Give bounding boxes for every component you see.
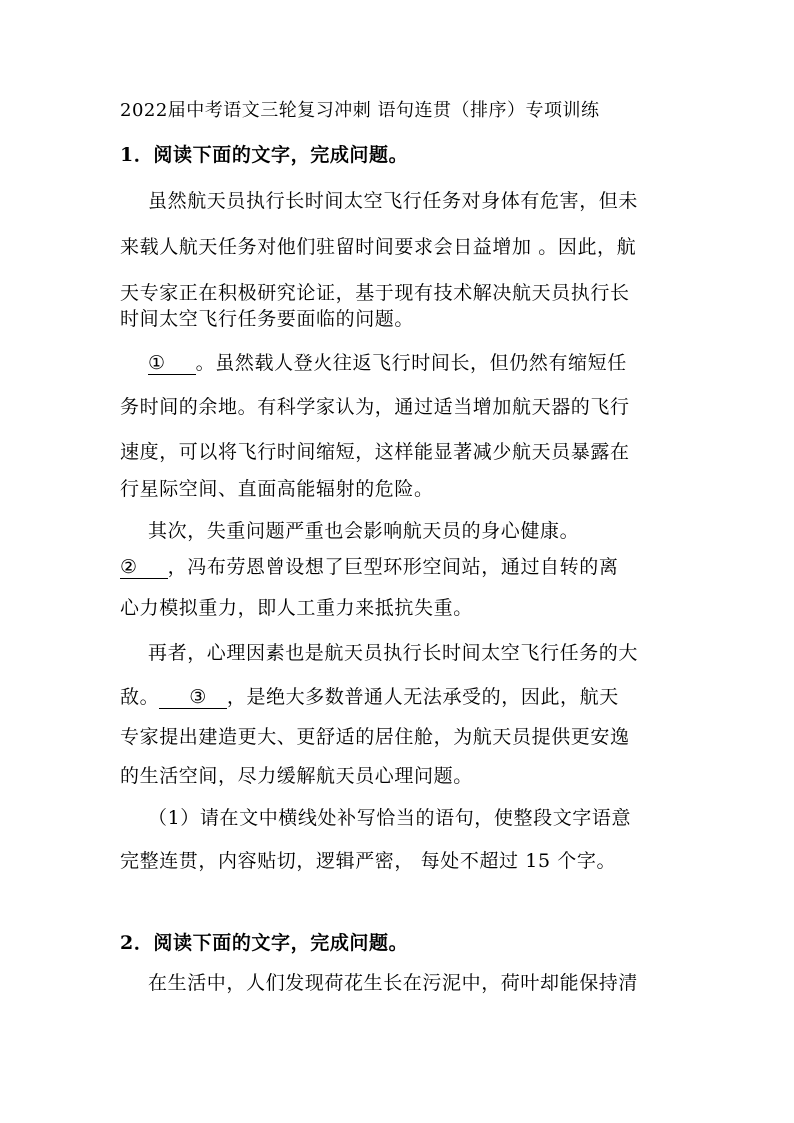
q1-paragraph-2-line-2: 务时间的余地。有科学家认为，通过适当增加航天器的飞行: [120, 396, 630, 418]
question-2-heading: 2．阅读下面的文字，完成问题。: [120, 932, 409, 954]
q1-paragraph-2-line-1-text: 。虽然载人登火往返飞行时间长，但仍然有缩短任: [195, 352, 627, 374]
blank-3[interactable]: ③: [159, 686, 227, 709]
document-title: 2022届中考语文三轮复习冲刺 语句连贯（排序）专项训练: [120, 100, 600, 121]
q1-subquestion-1-line-1: （1）请在文中横线处补写恰当的语句，使整段文字语意: [148, 807, 632, 829]
q1-subquestion-1-line-2: 完整连贯，内容贴切，逻辑严密， 每处不超过 15 个字。: [120, 850, 617, 872]
q1-paragraph-1-line-3: 天专家正在积极研究论证，基于现有技术解决航天员执行长: [120, 282, 630, 304]
q1-paragraph-4-line-2: [120, 684, 619, 710]
question-1-heading: 1．阅读下面的文字，完成问题。: [120, 144, 409, 166]
q1-paragraph-3-line-1: 其次，失重问题严重也会影响航天员的身心健康。: [148, 520, 580, 542]
q1-paragraph-2-line-1: [148, 350, 627, 376]
q1-paragraph-3-line-3: 心力模拟重力，即人工重力来抵抗失重。: [120, 597, 473, 619]
q1-paragraph-1-line-1: 虽然航天员执行长时间太空飞行任务对身体有危害，但未: [148, 190, 639, 212]
blank-2[interactable]: ②: [120, 556, 168, 579]
q1-paragraph-1-line-4: 时间太空飞行任务要面临的问题。: [120, 308, 415, 330]
q1-paragraph-4-line-2-text: ，是绝大多数普通人无法承受的，因此，航天: [226, 686, 619, 708]
q1-paragraph-2-line-3: 速度，可以将飞行时间缩短，这样能显著减少航天员暴露在: [120, 441, 630, 463]
q1-paragraph-2-line-4: 行星际空间、直面高能辐射的危险。: [120, 478, 434, 500]
q1-paragraph-4-line-1: 再者，心理因素也是航天员执行长时间太空飞行任务的大: [148, 642, 639, 664]
q1-paragraph-3-line-2: [120, 554, 618, 580]
q1-paragraph-4-line-2-prefix: 敌。: [120, 686, 160, 708]
q1-paragraph-3-line-2-text: ，冯布劳恩曾设想了巨型环形空间站，通过自转的离: [167, 556, 619, 578]
q2-paragraph-1-line-1: 在生活中，人们发现荷花生长在污泥中，荷叶却能保持清: [148, 972, 639, 994]
q1-paragraph-4-line-3: 专家提出建造更大、更舒适的居住舱，为航天员提供更安逸: [120, 726, 630, 748]
q1-paragraph-1-line-2: 来载人航天任务对他们驻留时间要求会日益增加 。因此，航: [120, 236, 637, 258]
blank-1[interactable]: ①: [148, 352, 196, 375]
q1-paragraph-4-line-4: 的生活空间，尽力缓解航天员心理问题。: [120, 765, 473, 787]
